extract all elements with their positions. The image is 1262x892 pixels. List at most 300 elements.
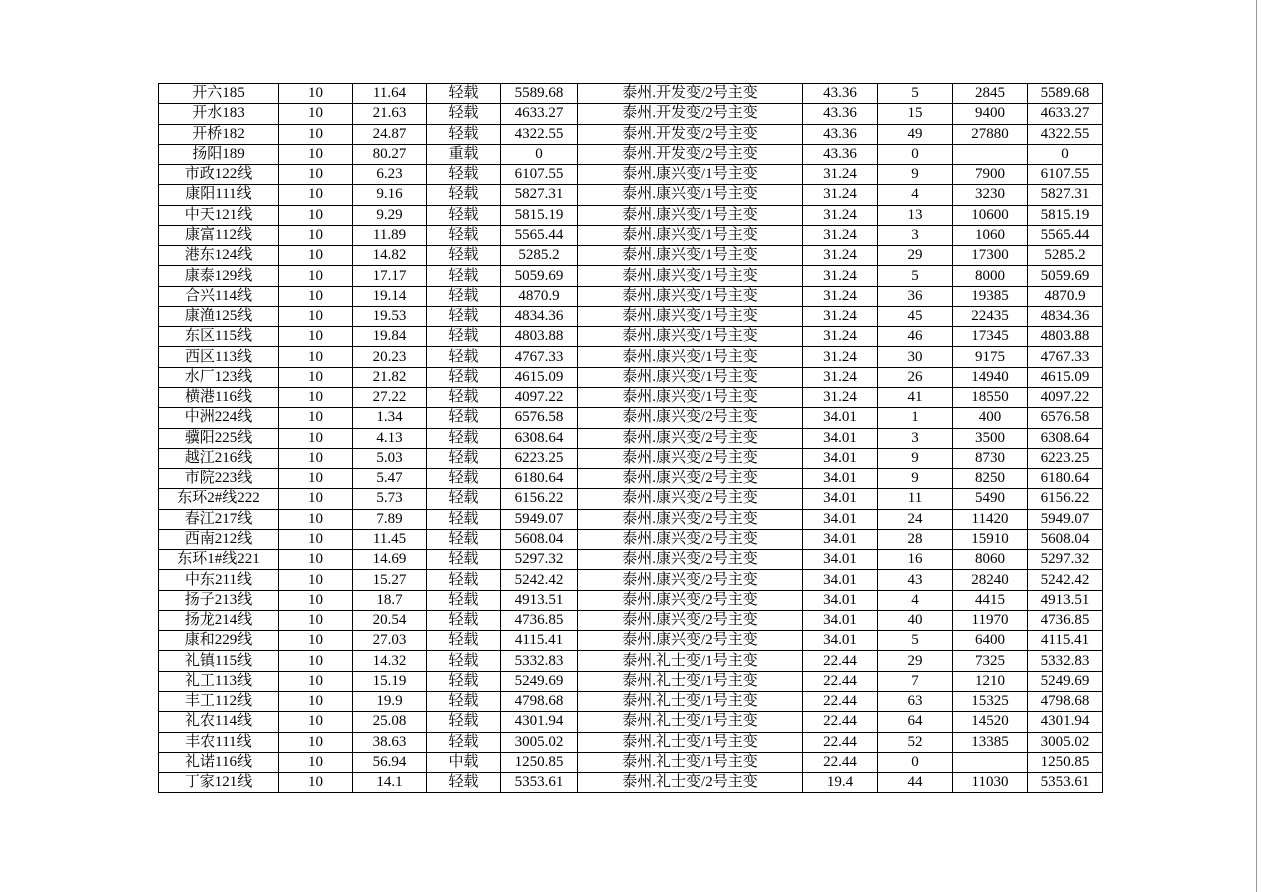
remaining-capacity-cell: 6223.25 — [1028, 448, 1103, 468]
capacity-cell: 28240 — [953, 570, 1028, 590]
capacity-cell — [953, 144, 1028, 164]
transformer-cell: 泰州.礼士变/2号主变 — [578, 773, 803, 793]
user-count-cell: 30 — [878, 347, 953, 367]
table-row — [159, 489, 1103, 509]
margin-cell: 4322.55 — [501, 124, 578, 144]
remaining-capacity-cell: 5353.61 — [1028, 773, 1103, 793]
transformer-cell: 泰州.康兴变/2号主变 — [578, 408, 803, 428]
table-row — [159, 246, 1103, 266]
table-row — [159, 387, 1103, 407]
transformer-cell: 泰州.康兴变/1号主变 — [578, 185, 803, 205]
capacity-cell: 1060 — [953, 225, 1028, 245]
data-table — [158, 83, 1103, 793]
load-rate-cell: 38.63 — [353, 732, 427, 752]
user-count-cell: 29 — [878, 246, 953, 266]
remaining-capacity-cell: 5297.32 — [1028, 550, 1103, 570]
table-row — [159, 428, 1103, 448]
transformer-load-rate-cell: 31.24 — [803, 185, 878, 205]
transformer-cell: 泰州.开发变/2号主变 — [578, 144, 803, 164]
load-status-cell: 轻载 — [427, 205, 501, 225]
feeder-name-cell: 横港116线 — [159, 387, 279, 407]
load-rate-cell: 4.13 — [353, 428, 427, 448]
remaining-capacity-cell: 5242.42 — [1028, 570, 1103, 590]
margin-cell: 5332.83 — [501, 651, 578, 671]
feeder-name-cell: 水厂123线 — [159, 367, 279, 387]
user-count-cell: 7 — [878, 671, 953, 691]
capacity-cell: 7900 — [953, 165, 1028, 185]
capacity-cell: 1210 — [953, 671, 1028, 691]
table-row — [159, 712, 1103, 732]
voltage-cell: 10 — [279, 367, 353, 387]
user-count-cell: 3 — [878, 225, 953, 245]
voltage-cell: 10 — [279, 205, 353, 225]
load-rate-cell: 14.1 — [353, 773, 427, 793]
user-count-cell: 24 — [878, 509, 953, 529]
margin-cell: 5949.07 — [501, 509, 578, 529]
table-row — [159, 124, 1103, 144]
feeder-name-cell: 扬子213线 — [159, 590, 279, 610]
margin-cell: 6308.64 — [501, 428, 578, 448]
user-count-cell: 5 — [878, 631, 953, 651]
remaining-capacity-cell: 5565.44 — [1028, 225, 1103, 245]
transformer-cell: 泰州.康兴变/2号主变 — [578, 590, 803, 610]
margin-cell: 4115.41 — [501, 631, 578, 651]
user-count-cell: 0 — [878, 752, 953, 772]
user-count-cell: 0 — [878, 144, 953, 164]
capacity-cell: 15325 — [953, 691, 1028, 711]
load-status-cell: 轻载 — [427, 165, 501, 185]
load-status-cell: 轻载 — [427, 509, 501, 529]
capacity-cell: 13385 — [953, 732, 1028, 752]
transformer-cell: 泰州.康兴变/2号主变 — [578, 469, 803, 489]
transformer-load-rate-cell: 34.01 — [803, 550, 878, 570]
table-row — [159, 469, 1103, 489]
load-rate-cell: 80.27 — [353, 144, 427, 164]
load-rate-cell: 11.89 — [353, 225, 427, 245]
user-count-cell: 5 — [878, 266, 953, 286]
capacity-cell: 2845 — [953, 84, 1028, 104]
table-row — [159, 529, 1103, 549]
capacity-cell: 6400 — [953, 631, 1028, 651]
remaining-capacity-cell: 4803.88 — [1028, 327, 1103, 347]
transformer-load-rate-cell: 31.24 — [803, 165, 878, 185]
remaining-capacity-cell: 4767.33 — [1028, 347, 1103, 367]
transformer-load-rate-cell: 34.01 — [803, 590, 878, 610]
capacity-cell: 8060 — [953, 550, 1028, 570]
load-status-cell: 轻载 — [427, 590, 501, 610]
load-status-cell: 轻载 — [427, 671, 501, 691]
load-status-cell: 轻载 — [427, 610, 501, 630]
remaining-capacity-cell: 5059.69 — [1028, 266, 1103, 286]
load-status-cell: 轻载 — [427, 225, 501, 245]
table-row — [159, 631, 1103, 651]
capacity-cell: 18550 — [953, 387, 1028, 407]
table-row — [159, 691, 1103, 711]
remaining-capacity-cell: 6107.55 — [1028, 165, 1103, 185]
feeder-name-cell: 合兴114线 — [159, 286, 279, 306]
table-row — [159, 752, 1103, 772]
load-rate-cell: 27.03 — [353, 631, 427, 651]
transformer-load-rate-cell: 34.01 — [803, 529, 878, 549]
transformer-load-rate-cell: 31.24 — [803, 367, 878, 387]
load-rate-cell: 17.17 — [353, 266, 427, 286]
margin-cell: 4736.85 — [501, 610, 578, 630]
load-rate-cell: 9.16 — [353, 185, 427, 205]
remaining-capacity-cell: 1250.85 — [1028, 752, 1103, 772]
table-body — [159, 84, 1103, 793]
transformer-load-rate-cell: 34.01 — [803, 448, 878, 468]
voltage-cell: 10 — [279, 671, 353, 691]
transformer-load-rate-cell: 34.01 — [803, 428, 878, 448]
load-status-cell: 轻载 — [427, 651, 501, 671]
load-rate-cell: 5.47 — [353, 469, 427, 489]
voltage-cell: 10 — [279, 306, 353, 326]
capacity-cell: 14520 — [953, 712, 1028, 732]
transformer-load-rate-cell: 34.01 — [803, 489, 878, 509]
capacity-cell: 11420 — [953, 509, 1028, 529]
transformer-load-rate-cell: 43.36 — [803, 144, 878, 164]
user-count-cell: 63 — [878, 691, 953, 711]
feeder-name-cell: 开桥182 — [159, 124, 279, 144]
voltage-cell: 10 — [279, 286, 353, 306]
transformer-cell: 泰州.康兴变/1号主变 — [578, 327, 803, 347]
margin-cell: 5353.61 — [501, 773, 578, 793]
transformer-cell: 泰州.康兴变/1号主变 — [578, 387, 803, 407]
feeder-name-cell: 中洲224线 — [159, 408, 279, 428]
load-rate-cell: 56.94 — [353, 752, 427, 772]
voltage-cell: 10 — [279, 165, 353, 185]
capacity-cell: 9400 — [953, 104, 1028, 124]
transformer-cell: 泰州.礼士变/1号主变 — [578, 732, 803, 752]
feeder-name-cell: 东环2#线222 — [159, 489, 279, 509]
voltage-cell: 10 — [279, 590, 353, 610]
voltage-cell: 10 — [279, 124, 353, 144]
user-count-cell: 64 — [878, 712, 953, 732]
load-rate-cell: 14.82 — [353, 246, 427, 266]
voltage-cell: 10 — [279, 144, 353, 164]
load-rate-cell: 24.87 — [353, 124, 427, 144]
transformer-cell: 泰州.康兴变/1号主变 — [578, 306, 803, 326]
load-rate-cell: 5.03 — [353, 448, 427, 468]
load-rate-cell: 19.14 — [353, 286, 427, 306]
capacity-cell: 22435 — [953, 306, 1028, 326]
capacity-cell: 4415 — [953, 590, 1028, 610]
transformer-load-rate-cell: 31.24 — [803, 225, 878, 245]
remaining-capacity-cell: 4615.09 — [1028, 367, 1103, 387]
margin-cell: 4301.94 — [501, 712, 578, 732]
transformer-load-rate-cell: 43.36 — [803, 104, 878, 124]
table-row — [159, 610, 1103, 630]
transformer-cell: 泰州.康兴变/2号主变 — [578, 610, 803, 630]
load-status-cell: 轻载 — [427, 347, 501, 367]
remaining-capacity-cell: 4301.94 — [1028, 712, 1103, 732]
voltage-cell: 10 — [279, 691, 353, 711]
load-status-cell: 轻载 — [427, 469, 501, 489]
load-rate-cell: 1.34 — [353, 408, 427, 428]
transformer-load-rate-cell: 34.01 — [803, 610, 878, 630]
margin-cell: 6156.22 — [501, 489, 578, 509]
feeder-name-cell: 康和229线 — [159, 631, 279, 651]
transformer-cell: 泰州.开发变/2号主变 — [578, 124, 803, 144]
margin-cell: 5242.42 — [501, 570, 578, 590]
user-count-cell: 11 — [878, 489, 953, 509]
margin-cell: 5249.69 — [501, 671, 578, 691]
feeder-name-cell: 礼镇115线 — [159, 651, 279, 671]
feeder-name-cell: 康富112线 — [159, 225, 279, 245]
remaining-capacity-cell: 6576.58 — [1028, 408, 1103, 428]
capacity-cell: 5490 — [953, 489, 1028, 509]
feeder-name-cell: 西区113线 — [159, 347, 279, 367]
user-count-cell: 49 — [878, 124, 953, 144]
feeder-name-cell: 东区115线 — [159, 327, 279, 347]
transformer-load-rate-cell: 22.44 — [803, 732, 878, 752]
load-rate-cell: 14.69 — [353, 550, 427, 570]
load-status-cell: 轻载 — [427, 408, 501, 428]
load-rate-cell: 19.53 — [353, 306, 427, 326]
user-count-cell: 15 — [878, 104, 953, 124]
transformer-cell: 泰州.开发变/2号主变 — [578, 84, 803, 104]
voltage-cell: 10 — [279, 246, 353, 266]
user-count-cell: 5 — [878, 84, 953, 104]
transformer-cell: 泰州.康兴变/2号主变 — [578, 570, 803, 590]
feeder-name-cell: 春江217线 — [159, 509, 279, 529]
voltage-cell: 10 — [279, 550, 353, 570]
user-count-cell: 40 — [878, 610, 953, 630]
voltage-cell: 10 — [279, 773, 353, 793]
transformer-load-rate-cell: 43.36 — [803, 84, 878, 104]
capacity-cell: 17300 — [953, 246, 1028, 266]
table-row — [159, 205, 1103, 225]
remaining-capacity-cell: 4798.68 — [1028, 691, 1103, 711]
transformer-cell: 泰州.康兴变/2号主变 — [578, 428, 803, 448]
transformer-cell: 泰州.康兴变/1号主变 — [578, 367, 803, 387]
margin-cell: 4798.68 — [501, 691, 578, 711]
load-status-cell: 轻载 — [427, 84, 501, 104]
table-row — [159, 327, 1103, 347]
user-count-cell: 26 — [878, 367, 953, 387]
table-row — [159, 185, 1103, 205]
transformer-cell: 泰州.开发变/2号主变 — [578, 104, 803, 124]
transformer-cell: 泰州.康兴变/2号主变 — [578, 529, 803, 549]
capacity-cell: 10600 — [953, 205, 1028, 225]
margin-cell: 5565.44 — [501, 225, 578, 245]
remaining-capacity-cell: 4834.36 — [1028, 306, 1103, 326]
transformer-load-rate-cell: 34.01 — [803, 631, 878, 651]
voltage-cell: 10 — [279, 651, 353, 671]
transformer-cell: 泰州.康兴变/1号主变 — [578, 205, 803, 225]
load-status-cell: 轻载 — [427, 266, 501, 286]
margin-cell: 6180.64 — [501, 469, 578, 489]
feeder-name-cell: 东环1#线221 — [159, 550, 279, 570]
transformer-load-rate-cell: 34.01 — [803, 469, 878, 489]
feeder-name-cell: 开水183 — [159, 104, 279, 124]
feeder-name-cell: 中东211线 — [159, 570, 279, 590]
capacity-cell: 19385 — [953, 286, 1028, 306]
user-count-cell: 9 — [878, 469, 953, 489]
load-status-cell: 轻载 — [427, 489, 501, 509]
feeder-name-cell: 康渔125线 — [159, 306, 279, 326]
load-rate-cell: 27.22 — [353, 387, 427, 407]
voltage-cell: 10 — [279, 387, 353, 407]
feeder-name-cell: 开六185 — [159, 84, 279, 104]
transformer-load-rate-cell: 22.44 — [803, 712, 878, 732]
feeder-name-cell: 礼诺116线 — [159, 752, 279, 772]
user-count-cell: 41 — [878, 387, 953, 407]
remaining-capacity-cell: 3005.02 — [1028, 732, 1103, 752]
load-status-cell: 轻载 — [427, 529, 501, 549]
user-count-cell: 3 — [878, 428, 953, 448]
transformer-load-rate-cell: 34.01 — [803, 570, 878, 590]
feeder-name-cell: 康阳111线 — [159, 185, 279, 205]
load-rate-cell: 20.23 — [353, 347, 427, 367]
capacity-cell: 11970 — [953, 610, 1028, 630]
transformer-cell: 泰州.康兴变/2号主变 — [578, 550, 803, 570]
load-status-cell: 轻载 — [427, 387, 501, 407]
user-count-cell: 52 — [878, 732, 953, 752]
remaining-capacity-cell: 5949.07 — [1028, 509, 1103, 529]
load-status-cell: 轻载 — [427, 286, 501, 306]
margin-cell: 4870.9 — [501, 286, 578, 306]
capacity-cell — [953, 752, 1028, 772]
feeder-name-cell: 骥阳225线 — [159, 428, 279, 448]
feeder-name-cell: 市政122线 — [159, 165, 279, 185]
margin-cell: 4913.51 — [501, 590, 578, 610]
load-status-cell: 轻载 — [427, 732, 501, 752]
user-count-cell: 28 — [878, 529, 953, 549]
user-count-cell: 45 — [878, 306, 953, 326]
transformer-load-rate-cell: 31.24 — [803, 327, 878, 347]
table-row — [159, 550, 1103, 570]
transformer-cell: 泰州.康兴变/1号主变 — [578, 286, 803, 306]
remaining-capacity-cell: 4115.41 — [1028, 631, 1103, 651]
voltage-cell: 10 — [279, 185, 353, 205]
user-count-cell: 43 — [878, 570, 953, 590]
load-status-cell: 轻载 — [427, 104, 501, 124]
remaining-capacity-cell: 4322.55 — [1028, 124, 1103, 144]
load-rate-cell: 25.08 — [353, 712, 427, 732]
transformer-load-rate-cell: 31.24 — [803, 246, 878, 266]
user-count-cell: 9 — [878, 448, 953, 468]
transformer-load-rate-cell: 34.01 — [803, 408, 878, 428]
transformer-load-rate-cell: 31.24 — [803, 266, 878, 286]
transformer-cell: 泰州.礼士变/1号主变 — [578, 691, 803, 711]
transformer-cell: 泰州.礼士变/1号主变 — [578, 712, 803, 732]
load-status-cell: 轻载 — [427, 712, 501, 732]
user-count-cell: 9 — [878, 165, 953, 185]
margin-cell: 5285.2 — [501, 246, 578, 266]
load-rate-cell: 21.63 — [353, 104, 427, 124]
transformer-load-rate-cell: 22.44 — [803, 671, 878, 691]
voltage-cell: 10 — [279, 327, 353, 347]
transformer-cell: 泰州.康兴变/2号主变 — [578, 631, 803, 651]
voltage-cell: 10 — [279, 529, 353, 549]
capacity-cell: 7325 — [953, 651, 1028, 671]
capacity-cell: 8000 — [953, 266, 1028, 286]
load-status-cell: 轻载 — [427, 631, 501, 651]
voltage-cell: 10 — [279, 712, 353, 732]
remaining-capacity-cell: 5589.68 — [1028, 84, 1103, 104]
remaining-capacity-cell: 6308.64 — [1028, 428, 1103, 448]
load-rate-cell: 21.82 — [353, 367, 427, 387]
margin-cell: 6107.55 — [501, 165, 578, 185]
remaining-capacity-cell: 5815.19 — [1028, 205, 1103, 225]
table-row — [159, 509, 1103, 529]
table-row — [159, 671, 1103, 691]
transformer-load-rate-cell: 34.01 — [803, 509, 878, 529]
transformer-cell: 泰州.康兴变/1号主变 — [578, 246, 803, 266]
voltage-cell: 10 — [279, 570, 353, 590]
load-status-cell: 中载 — [427, 752, 501, 772]
remaining-capacity-cell: 5332.83 — [1028, 651, 1103, 671]
table-row — [159, 732, 1103, 752]
transformer-cell: 泰州.康兴变/2号主变 — [578, 509, 803, 529]
feeder-name-cell: 康泰129线 — [159, 266, 279, 286]
table-row — [159, 347, 1103, 367]
feeder-name-cell: 礼农114线 — [159, 712, 279, 732]
load-status-cell: 轻载 — [427, 367, 501, 387]
capacity-cell: 15910 — [953, 529, 1028, 549]
load-rate-cell: 9.29 — [353, 205, 427, 225]
capacity-cell: 3230 — [953, 185, 1028, 205]
load-status-cell: 轻载 — [427, 428, 501, 448]
load-status-cell: 轻载 — [427, 773, 501, 793]
load-rate-cell: 18.7 — [353, 590, 427, 610]
table-row — [159, 225, 1103, 245]
load-status-cell: 轻载 — [427, 306, 501, 326]
feeder-name-cell: 扬阳189 — [159, 144, 279, 164]
capacity-cell: 27880 — [953, 124, 1028, 144]
voltage-cell: 10 — [279, 448, 353, 468]
user-count-cell: 46 — [878, 327, 953, 347]
load-rate-cell: 7.89 — [353, 509, 427, 529]
load-status-cell: 重载 — [427, 144, 501, 164]
margin-cell: 4767.33 — [501, 347, 578, 367]
voltage-cell: 10 — [279, 104, 353, 124]
load-rate-cell: 20.54 — [353, 610, 427, 630]
transformer-cell: 泰州.礼士变/1号主变 — [578, 671, 803, 691]
transformer-cell: 泰州.康兴变/1号主变 — [578, 165, 803, 185]
remaining-capacity-cell: 5608.04 — [1028, 529, 1103, 549]
margin-cell: 4803.88 — [501, 327, 578, 347]
transformer-cell: 泰州.康兴变/2号主变 — [578, 448, 803, 468]
table-row — [159, 144, 1103, 164]
load-status-cell: 轻载 — [427, 448, 501, 468]
margin-cell: 0 — [501, 144, 578, 164]
remaining-capacity-cell: 5285.2 — [1028, 246, 1103, 266]
margin-cell: 4633.27 — [501, 104, 578, 124]
transformer-load-rate-cell: 22.44 — [803, 651, 878, 671]
load-status-cell: 轻载 — [427, 550, 501, 570]
margin-cell: 3005.02 — [501, 732, 578, 752]
load-status-cell: 轻载 — [427, 246, 501, 266]
user-count-cell: 44 — [878, 773, 953, 793]
load-rate-cell: 6.23 — [353, 165, 427, 185]
table-row — [159, 165, 1103, 185]
transformer-load-rate-cell: 31.24 — [803, 387, 878, 407]
feeder-name-cell: 扬龙214线 — [159, 610, 279, 630]
feeder-name-cell: 港东124线 — [159, 246, 279, 266]
capacity-cell: 9175 — [953, 347, 1028, 367]
remaining-capacity-cell: 5249.69 — [1028, 671, 1103, 691]
feeder-name-cell: 越江216线 — [159, 448, 279, 468]
voltage-cell: 10 — [279, 84, 353, 104]
table-row — [159, 570, 1103, 590]
voltage-cell: 10 — [279, 752, 353, 772]
transformer-load-rate-cell: 31.24 — [803, 306, 878, 326]
transformer-load-rate-cell: 19.4 — [803, 773, 878, 793]
feeder-name-cell: 中天121线 — [159, 205, 279, 225]
margin-cell: 6576.58 — [501, 408, 578, 428]
